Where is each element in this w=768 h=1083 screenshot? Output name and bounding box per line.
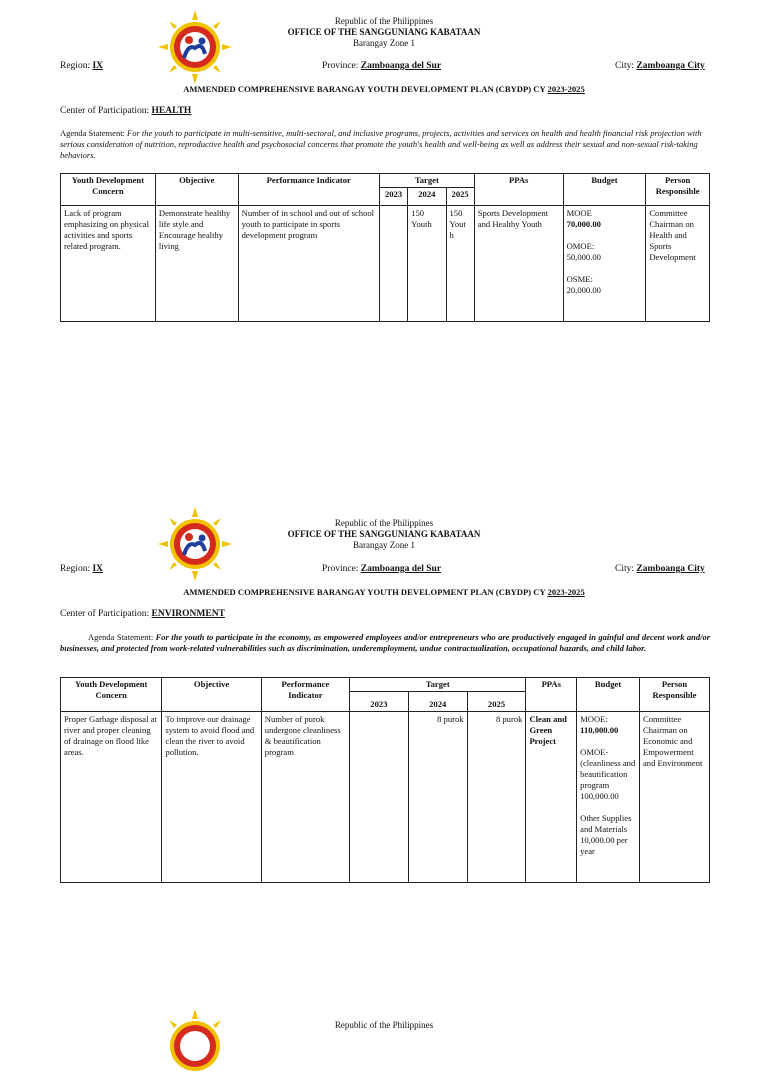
col-2024: 2024	[408, 692, 467, 712]
col-objective: Objective	[162, 678, 261, 712]
cell-2023	[379, 206, 407, 322]
cell-person: Committee Chairman on Economic and Empowerment and Environment	[639, 712, 709, 883]
budget-amount: 100,000.00	[580, 791, 619, 801]
col-target: Target	[379, 174, 474, 188]
cell-ppas: Clean and Green Project	[526, 712, 577, 883]
col-2025: 2025	[467, 692, 526, 712]
col-objective: Objective	[155, 174, 238, 206]
cell-2025: 150 Yout h	[446, 206, 474, 322]
cell-2025: 8 purok	[467, 712, 526, 883]
next-page-header	[0, 1005, 768, 1030]
environment-section	[0, 503, 768, 893]
col-ppas: PPAs	[526, 678, 577, 712]
city-field: City: Zamboanga City	[615, 564, 705, 574]
cell-ppas: Sports Development and Healthy Youth	[474, 206, 563, 322]
city-field: City: Zamboanga City	[615, 61, 705, 71]
budget-label: OSME:	[566, 274, 593, 284]
cell-indicator: Number of in school and out of school youth to participate in sports development program	[238, 206, 379, 322]
cell-2023	[349, 712, 408, 883]
budget-label: MOOE	[566, 208, 592, 218]
cell-indicator: Number of purok undergone cleanliness & beautification program	[261, 712, 349, 883]
republic-text: Republic of the Philippines	[334, 518, 434, 528]
republic-text: Republic of the Philippines	[334, 1020, 434, 1030]
region-field: Region: IX	[60, 61, 104, 71]
budget-amount: 20,000.00	[566, 285, 601, 295]
plan-title: AMMENDED COMPREHENSIVE BARANGAY YOUTH DEVELOPMENT PLAN (CBYDP) CY 2023-2025	[183, 84, 585, 94]
cell-budget	[563, 206, 646, 322]
budget-amount: 110,000.00	[580, 725, 619, 735]
budget-amount: 50,000.00	[566, 252, 601, 262]
region-field: Region: IX	[60, 564, 104, 574]
office-title: OFFICE OF THE SANGGUNIANG KABATAAN	[287, 27, 481, 37]
col-budget: Budget	[577, 678, 640, 712]
col-concern: Youth Development Concern	[61, 678, 162, 712]
center-of-participation: Center of Participation: HEALTH	[60, 106, 192, 116]
budget-label: OMOE- (cleanliness and beautification program	[580, 747, 636, 790]
budget-amount: 10,000.00 per year	[580, 835, 628, 856]
cell-budget	[577, 712, 640, 883]
cell-objective: To improve our drainage system to avoid flood and clean the river to avoid pollution.	[162, 712, 261, 883]
col-person: Person Responsible	[639, 678, 709, 712]
col-2023: 2023	[379, 188, 407, 206]
col-2023: 2023	[349, 692, 408, 712]
table-row	[61, 712, 710, 883]
health-plan-table	[60, 173, 710, 322]
barangay-text: Barangay Zone 1	[353, 38, 415, 48]
budget-label: Other Supplies and Materials	[580, 813, 632, 834]
col-ppas: PPAs	[474, 174, 563, 206]
col-2025: 2025	[446, 188, 474, 206]
province-field: Province: Zamboanga del Sur	[322, 61, 442, 71]
col-target: Target	[349, 678, 525, 692]
environment-plan-table	[60, 677, 710, 883]
budget-label: OMOE:	[566, 241, 595, 251]
republic-text: Republic of the Philippines	[334, 16, 434, 26]
col-budget: Budget	[563, 174, 646, 206]
cell-concern: Proper Garbage disposal at river and proper cleaning of drainage on flood like areas.	[61, 712, 162, 883]
plan-title: AMMENDED COMPREHENSIVE BARANGAY YOUTH DEVELOPMENT PLAN (CBYDP) CY 2023-2025	[183, 587, 585, 597]
province-field: Province: Zamboanga del Sur	[322, 564, 442, 574]
agenda-statement: Agenda Statement: For the youth to participate in the economy, as empowered employees and/or entrepreneurs who are productively engaged in gainful and decent work and/or businesses, and protected from work-related vulnerabilities such as discrimination, underemployment, undue contractualization, occupational hazards, and child labor.	[60, 632, 711, 653]
cell-2024: 150 Youth	[408, 206, 446, 322]
col-2024: 2024	[408, 188, 446, 206]
cell-concern: Lack of program emphasizing on physical activities and sports related program.	[61, 206, 156, 322]
col-indicator: Performance Indicator	[261, 678, 349, 712]
agenda-statement: Agenda Statement: For the youth to participate in multi-sensitive, multi-sectoral, and inclusive programs, projects, activities and services on health and health financial risk projection with serious consideration of nutrition, reproductive health and psychosocial concerns that promote the youth's health and well-being as well as address their sexual and non-sexual risk-taking behaviors.	[60, 128, 702, 160]
health-section	[0, 0, 768, 330]
col-person: Person Responsible	[646, 174, 710, 206]
table-row	[61, 206, 710, 322]
budget-amount: 70,000.00	[566, 219, 601, 229]
cell-objective: Demonstrate healthy life style and Encourage healthy living	[155, 206, 238, 322]
col-indicator: Performance Indicator	[238, 174, 379, 206]
cell-2024: 8 purok	[408, 712, 467, 883]
barangay-text: Barangay Zone 1	[353, 540, 415, 550]
col-concern: Youth Development Concern	[61, 174, 156, 206]
office-title: OFFICE OF THE SANGGUNIANG KABATAAN	[287, 529, 481, 539]
cell-person: Committee Chairman on Health and Sports Development	[646, 206, 710, 322]
center-of-participation: Center of Participation: ENVIRONMENT	[60, 609, 225, 619]
budget-label: MOOE:	[580, 714, 608, 724]
